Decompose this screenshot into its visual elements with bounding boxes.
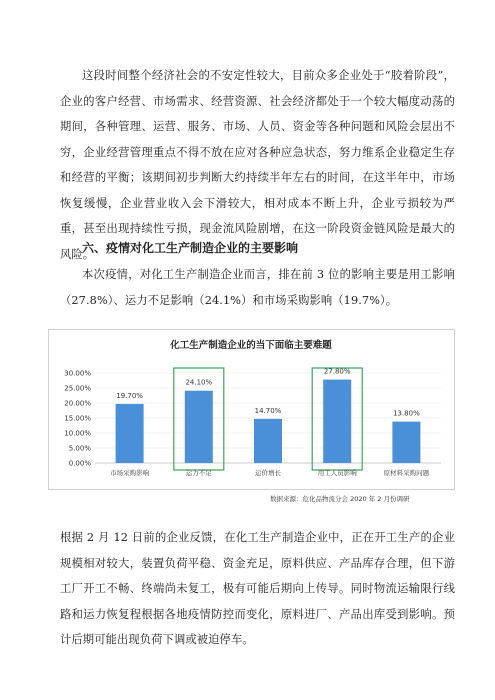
bar-value-label: 19.70% [116, 391, 143, 400]
paragraph-company-feedback: 根据 2 月 12 日前的企业反馈，在化工生产制造企业中，正在开工生产的企业规模相对较大，装置负荷平稳、资金充足，原料供应、产品库存合理，但下游工厂开工不畅、终端尚未复工，极有可能后期向上传导。同时物流运输限行线路和运力恢复程根据各地疫情防控而变化，原料进厂、产品出库受到影响。预计后期可能出现负荷下调或被迫停车。 [60, 531, 455, 646]
x-category-label: 运价增长 [255, 469, 281, 477]
bar-value-label: 27.80% [323, 367, 351, 376]
paragraph-economic-instability: 这段时间整个经济社会的不安定性较大，目前众多企业处于“胶着阶段”，企业的客户经营、市场需求、经营资源、社会经济都处于一个较大幅度动荡的期间，各种管理、运营、服务、市场、人员、资金等各种问题和风险会层出不穷，企业经营管理重点不得不放在应对各种应急状态，努力维系企业稳定生存和经营的平衡；该期间初步判断大约持续半年左右的时间，在这半年中，市场恢复缓慢，企业营业收入会下滑较大，相对成本不断上升，企业亏损较为严重，甚至出现持续性亏损，现金流风险剧增，在这一阶段资金链风险是最大的风险。 [60, 69, 455, 261]
chart-title: 化工生产制造企业的当下面临主要难题 [170, 340, 332, 351]
bar [323, 380, 351, 463]
y-tick-label: 30.00% [64, 369, 91, 378]
bar-value-label: 24.10% [185, 378, 213, 387]
x-category-label: 市场采购影响 [110, 469, 150, 477]
bar-chart-frame [48, 329, 455, 490]
bar [185, 391, 213, 463]
bar-value-label: 14.70% [254, 406, 282, 415]
x-category-label: 运力不足 [185, 469, 212, 477]
y-tick-label: 20.00% [64, 399, 91, 408]
y-tick-label: 0.00% [68, 459, 91, 468]
data-source-note: 数据来源：危化品物流分会 2020 年 2 月份调研 [270, 495, 410, 503]
y-tick-label: 15.00% [64, 414, 91, 423]
bars-group [110, 368, 430, 477]
y-tick-label: 10.00% [64, 429, 91, 438]
x-category-label: 用工人员影响 [317, 469, 357, 477]
y-tick-label: 25.00% [64, 384, 91, 393]
x-category-label: 原材料采购问题 [383, 469, 430, 477]
y-tick-label: 5.00% [68, 444, 91, 453]
bar [116, 404, 144, 463]
bar-value-label: 13.80% [393, 409, 420, 418]
bar-chart [49, 330, 454, 489]
section-heading: 六、疫情对化工生产制造企业的主要影响 [82, 241, 299, 255]
bar [254, 419, 282, 463]
paragraph-top-impacts: 本次疫情，对化工生产制造企业而言，排在前 3 位的影响主要是用工影响（27.8%）、运力不足影响（24.1%）和市场采购影响（19.7%）。 [60, 268, 455, 307]
bar [392, 422, 420, 463]
